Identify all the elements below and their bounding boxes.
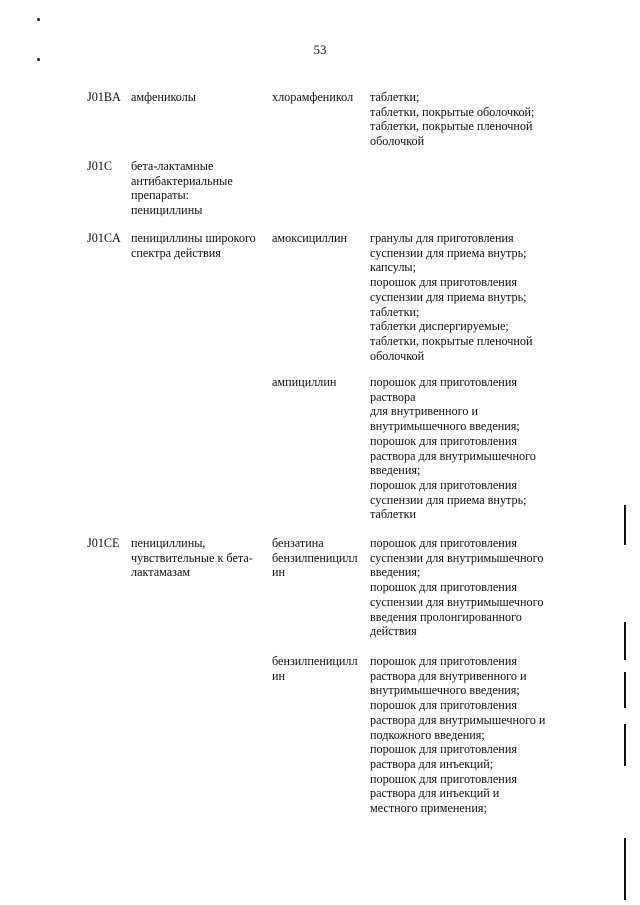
drug-name bbox=[272, 375, 368, 390]
drug-line: бензатина bbox=[272, 536, 324, 550]
drug-name bbox=[272, 536, 368, 580]
form-line: таблетки; bbox=[370, 90, 420, 104]
drug-line: хлорамфеникол bbox=[272, 90, 354, 104]
dosage-forms bbox=[370, 654, 570, 816]
scan-edge-mark bbox=[624, 724, 626, 766]
form-line: внутримышечного введения; bbox=[370, 683, 520, 698]
form-line: порошок для приготовления bbox=[370, 654, 517, 668]
form-line: внутримышечного введения; bbox=[370, 419, 520, 434]
form-line: порошок для приготовления bbox=[370, 580, 517, 595]
atc-code: J01BA bbox=[87, 90, 121, 104]
form-line: введения пролонгированного bbox=[370, 609, 522, 624]
margin-dot bbox=[37, 18, 40, 21]
form-line: суспензии для приема внутрь; bbox=[370, 289, 527, 304]
atc-code: J01CA bbox=[87, 231, 121, 245]
form-line: раствора для внутривенного и bbox=[370, 668, 527, 683]
form-line: введения; bbox=[370, 565, 421, 580]
dosage-forms bbox=[370, 231, 570, 363]
drug-line: бензилпеницилл bbox=[272, 550, 358, 565]
atc-code: J01CE bbox=[87, 536, 120, 550]
form-line: таблетки, покрытые оболочкой; bbox=[370, 104, 535, 119]
form-line: введения; bbox=[370, 463, 421, 478]
group-line: пенициллины широкого bbox=[131, 231, 256, 245]
form-line: капсулы; bbox=[370, 260, 416, 275]
form-line: порошок для приготовления bbox=[370, 536, 517, 550]
group-line: антибактериальные bbox=[131, 173, 233, 188]
form-line: порошок для приготовления bbox=[370, 433, 517, 448]
pharmacological-group bbox=[131, 231, 271, 260]
margin-dot bbox=[37, 58, 40, 61]
atc-code: J01C bbox=[87, 159, 113, 173]
drug-line: ин bbox=[272, 565, 286, 580]
dosage-forms bbox=[370, 90, 570, 149]
group-line: чувствительные к бета- bbox=[131, 550, 253, 565]
drug-line: ампициллин bbox=[272, 375, 337, 389]
drug-name bbox=[272, 231, 368, 246]
drug-name bbox=[272, 654, 368, 683]
form-line: местного применения; bbox=[370, 801, 487, 816]
group-line: бета-лактамные bbox=[131, 159, 214, 173]
dosage-forms bbox=[370, 536, 570, 639]
drug-line: амоксициллин bbox=[272, 231, 348, 245]
group-line: пенициллины, bbox=[131, 536, 206, 550]
form-line: суспензии для внутримышечного bbox=[370, 594, 544, 609]
form-line: оболочкой bbox=[370, 348, 425, 363]
form-line: раствора bbox=[370, 389, 416, 404]
form-line: для внутривенного и bbox=[370, 404, 478, 419]
form-line: таблетки bbox=[370, 507, 417, 522]
dosage-forms bbox=[370, 375, 570, 522]
form-line: суспензии для приема внутрь; bbox=[370, 492, 527, 507]
form-line: раствора для инъекций и bbox=[370, 786, 500, 801]
group-line: лактамазам bbox=[131, 565, 191, 580]
group-line: препараты: bbox=[131, 188, 190, 203]
form-line: раствора для внутримышечного bbox=[370, 448, 536, 463]
form-line: оболочкой bbox=[370, 134, 425, 149]
drug-line: ин bbox=[272, 668, 286, 683]
form-line: таблетки; bbox=[370, 304, 420, 319]
form-line: таблетки диспергируемые; bbox=[370, 319, 509, 334]
form-line: порошок для приготовления bbox=[370, 742, 517, 757]
form-line: порошок для приготовления bbox=[370, 477, 517, 492]
form-line: порошок для приготовления bbox=[370, 275, 517, 290]
pharmacological-group bbox=[131, 90, 271, 105]
pharmacological-group bbox=[131, 536, 271, 580]
group-line: амфениколы bbox=[131, 90, 196, 104]
form-line: порошок для приготовления bbox=[370, 698, 517, 713]
form-line: раствора для инъекций; bbox=[370, 756, 494, 771]
group-line: спектра действия bbox=[131, 245, 221, 260]
form-line: порошок для приготовления bbox=[370, 375, 517, 389]
form-line: таблетки, покрытые пленочной bbox=[370, 119, 533, 134]
form-line: гранулы для приготовления bbox=[370, 231, 514, 245]
form-line: действия bbox=[370, 624, 417, 639]
scan-edge-mark bbox=[624, 622, 626, 660]
form-line: суспензии для внутримышечного bbox=[370, 550, 544, 565]
drug-line: бензилпеницилл bbox=[272, 654, 358, 668]
scan-edge-mark bbox=[624, 672, 626, 708]
page-number: 53 bbox=[313, 42, 327, 57]
group-line: пенициллины bbox=[131, 203, 203, 218]
scan-edge-mark bbox=[624, 838, 626, 900]
form-line: таблетки, покрытые пленочной bbox=[370, 333, 533, 348]
form-line: суспензии для приема внутрь; bbox=[370, 245, 527, 260]
drug-name bbox=[272, 90, 368, 105]
form-line: порошок для приготовления bbox=[370, 771, 517, 786]
pharmacological-group bbox=[131, 159, 271, 218]
scan-edge-mark bbox=[624, 505, 626, 545]
form-line: подкожного введения; bbox=[370, 727, 485, 742]
form-line: раствора для внутримышечного и bbox=[370, 712, 546, 727]
